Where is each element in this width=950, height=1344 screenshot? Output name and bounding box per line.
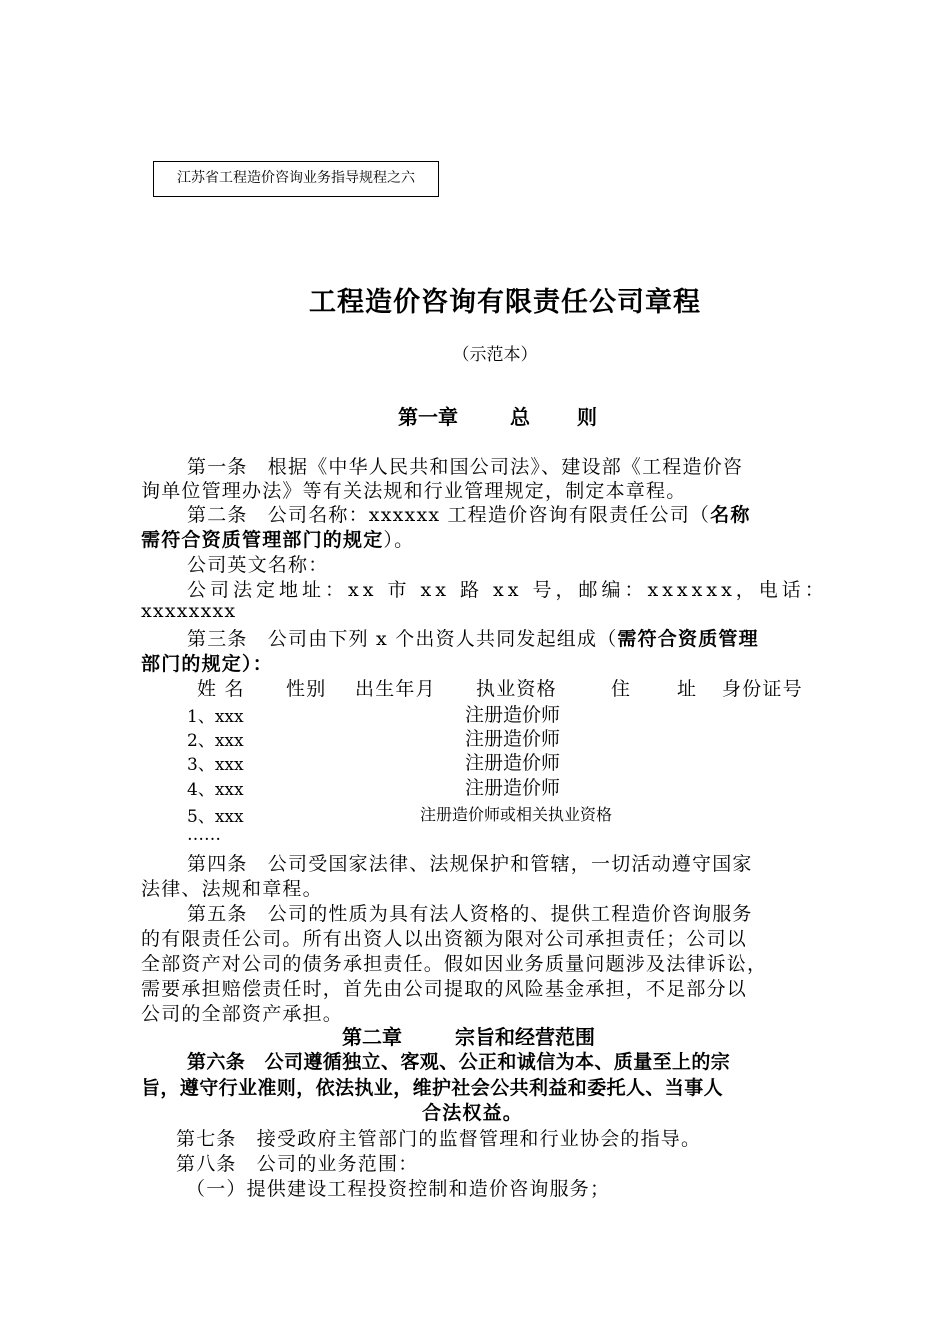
article8-item1: （一）提供建设工程投资控制和造价咨询服务；	[186, 1178, 611, 1200]
article7: 第七条 接受政府主管部门的监督管理和行业协会的指导。	[176, 1128, 702, 1150]
article2-line2-bold: 需符合资质管理部门的规定	[141, 529, 384, 551]
article4-line2: 法律、法规和章程。	[141, 878, 323, 900]
english-name-line: 公司英文名称：	[187, 554, 329, 576]
table-header-gender: 性别	[286, 678, 327, 700]
document-subtitle: （示范本）	[452, 345, 538, 365]
table-header-name: 姓 名	[197, 678, 245, 700]
address-line1: 公司法定地址：xx 市 xx 路 xx 号，邮编：xxxxxx，电话：	[187, 579, 828, 601]
chapter1-number: 第一章	[398, 405, 458, 429]
table-row-3-qual: 注册造价师	[465, 752, 561, 774]
table-header-id: 身份证号	[722, 678, 803, 700]
table-row-5-qual: 注册造价师或相关执业资格	[420, 805, 613, 824]
article2-line2	[141, 525, 414, 552]
chapter2-number: 第二章	[342, 1025, 402, 1049]
article3-line1	[187, 624, 759, 651]
article3-line1-text: 第三条 公司由下列 x 个出资人共同发起组成（	[187, 628, 618, 650]
address-line2: xxxxxxxx	[141, 600, 237, 622]
table-row-4-qual: 注册造价师	[465, 777, 561, 799]
chapter1-name-2: 则	[577, 405, 597, 429]
article2-line2-text: ）。	[383, 529, 415, 551]
table-header-address-2: 址	[677, 678, 698, 700]
table-row-4-no: 4、xxx	[187, 780, 244, 800]
article5-line4: 需要承担赔偿责任时，首先由公司提取的风险基金承担，不足部分以	[141, 978, 748, 1000]
table-header-address-1: 住	[611, 678, 632, 700]
table-header-qualification: 执业资格	[476, 678, 557, 700]
header-box: 江苏省工程造价咨询业务指导规程之六	[153, 161, 439, 197]
article6-line1: 第六条 公司遵循独立、客观、公正和诚信为本、质量至上的宗	[187, 1051, 731, 1073]
article5-line3: 全部资产对公司的债务承担责任。假如因业务质量问题涉及法律诉讼，	[141, 953, 768, 975]
article2-line1-bold: 名称	[710, 504, 751, 526]
chapter1-name: 总	[510, 405, 530, 429]
table-row-2-no: 2、xxx	[187, 731, 244, 751]
article2-line1	[187, 500, 751, 527]
table-row-5-no: 5、xxx	[187, 807, 244, 827]
table-row-3-no: 3、xxx	[187, 755, 244, 775]
document-title: 工程造价咨询有限责任公司章程	[309, 287, 701, 318]
table-row-2-qual: 注册造价师	[465, 728, 561, 750]
article1-line1: 第一条 根据《中华人民共和国公司法》、建设部《工程造价咨	[187, 456, 744, 478]
article5-line2: 的有限责任公司。所有出资人以出资额为限对公司承担责任；公司以	[141, 928, 748, 950]
article5-line1: 第五条 公司的性质为具有法人资格的、提供工程造价咨询服务	[187, 903, 753, 925]
table-ellipsis: ……	[187, 825, 221, 845]
article1-line2: 询单位管理办法》等有关法规和行业管理规定，制定本章程。	[141, 480, 687, 502]
article3-line2: 部门的规定）：	[141, 653, 273, 675]
article3-line1-bold: 需符合资质管理	[617, 628, 759, 650]
article6-line3: 合法权益。	[422, 1102, 524, 1124]
article6-line2: 旨，遵守行业准则，依法执业，维护社会公共利益和委托人、当事人	[141, 1077, 724, 1099]
article8: 第八条 公司的业务范围：	[176, 1153, 419, 1175]
article4-line1: 第四条 公司受国家法律、法规保护和管辖，一切活动遵守国家	[187, 853, 753, 875]
table-row-1-qual: 注册造价师	[465, 704, 561, 726]
table-header-birth: 出生年月	[355, 678, 436, 700]
article5-line5: 公司的全部资产承担。	[141, 1003, 344, 1025]
chapter2-name: 宗旨和经营范围	[455, 1025, 595, 1049]
table-row-1-no: 1、xxx	[187, 707, 244, 727]
article2-line1-text: 第二条 公司名称：xxxxxx 工程造价咨询有限责任公司（	[187, 504, 711, 526]
